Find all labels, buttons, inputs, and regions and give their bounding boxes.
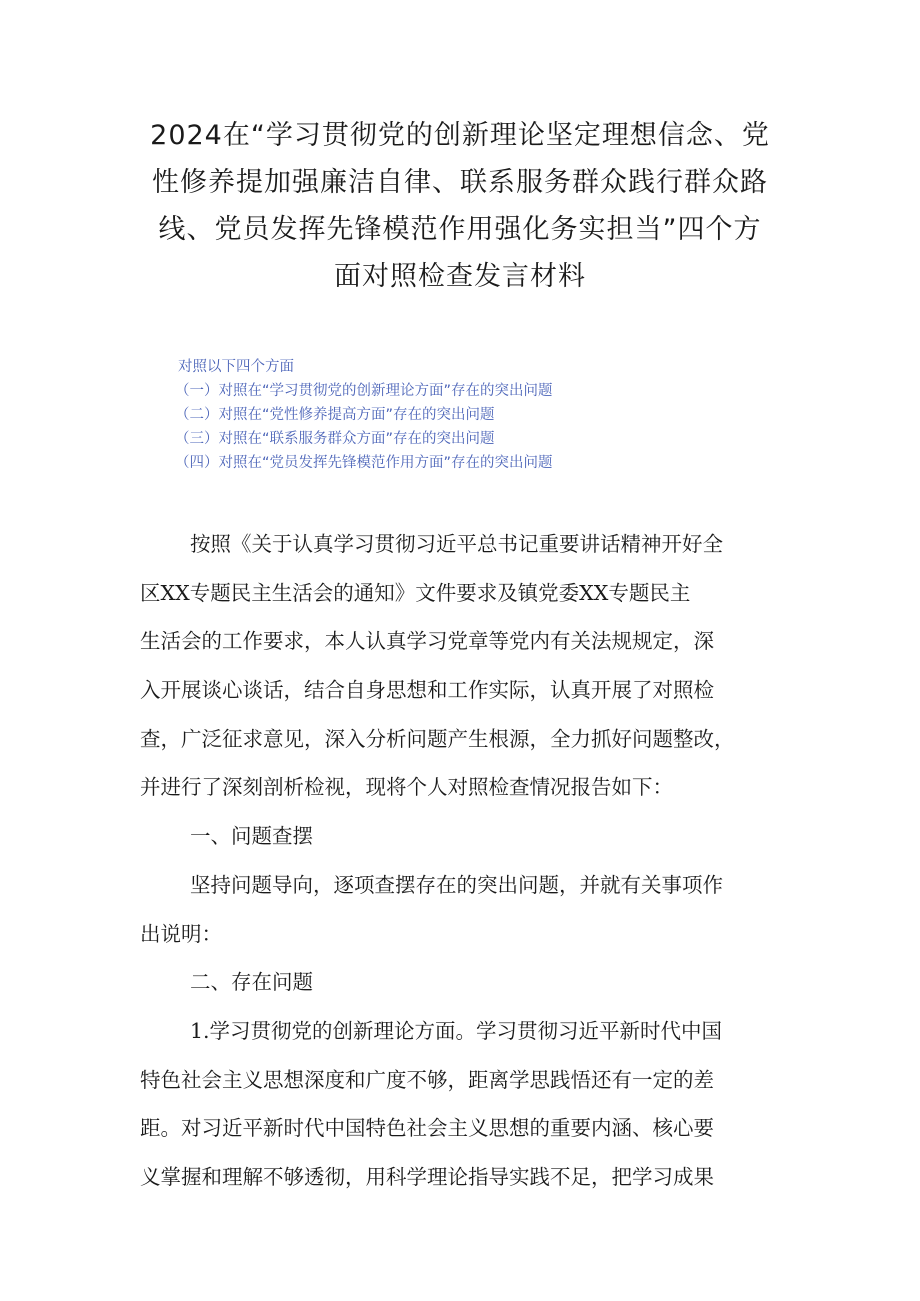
paragraph-line: 坚持问题导向，逐项查摆存在的突出问题，并就有关事项作 xyxy=(190,872,723,897)
title-line: 2024在“学习贯彻党的创新理论坚定理想信念、党 xyxy=(150,120,770,151)
body-text xyxy=(140,520,792,1202)
title-line: 线、党员发挥先锋模范作用强化务实担当”四个方 xyxy=(158,214,762,245)
paragraph-line: 入开展谈心谈话，结合自身思想和工作实际，认真开展了对照检 xyxy=(140,678,714,703)
toc-link[interactable]: （四）对照在“党员发挥先锋模范作用方面”存在的突出问题 xyxy=(175,455,553,471)
paragraph-line: 1.学习贯彻党的创新理论方面。学习贯彻习近平新时代中国 xyxy=(190,1018,723,1043)
document-title xyxy=(140,112,780,300)
paragraph-line: 并进行了深刻剖析检视，现将个人对照检查情况报告如下： xyxy=(140,775,673,800)
paragraph-line: 按照《关于认真学习贯彻习近平总书记重要讲话精神开好全 xyxy=(190,532,723,556)
toc-link[interactable]: （三）对照在“联系服务群众方面”存在的突出问题 xyxy=(175,431,495,447)
paragraph-line: 查，广泛征求意见，深入分析问题产生根源，全力抓好问题整改， xyxy=(140,726,735,751)
table-of-contents xyxy=(175,355,553,475)
section-heading: 一、问题查摆 xyxy=(190,824,313,849)
toc-link[interactable]: （一）对照在“学习贯彻党的创新理论方面”存在的突出问题 xyxy=(175,383,553,399)
paragraph-line: 区XX专题民主生活会的通知》文件要求及镇党委XX专题民主 xyxy=(140,580,691,605)
paragraph-line: 特色社会主义思想深度和广度不够，距离学思践悟还有一定的差 xyxy=(140,1067,714,1092)
paragraph-line: 义掌握和理解不够透彻，用科学理论指导实践不足，把学习成果 xyxy=(140,1164,714,1189)
title-line: 性修养提加强廉洁自律、联系服务群众践行群众路 xyxy=(152,167,768,198)
toc-link[interactable]: （二）对照在“党性修养提高方面”存在的突出问题 xyxy=(175,407,495,423)
section-heading: 二、存在问题 xyxy=(190,970,313,995)
title-line: 面对照检查发言材料 xyxy=(334,261,586,292)
paragraph-line: 距。对习近平新时代中国特色社会主义思想的重要内涵、核心要 xyxy=(140,1116,714,1141)
paragraph-line: 生活会的工作要求，本人认真学习党章等党内有关法规规定，深 xyxy=(140,629,714,654)
paragraph-line: 出说明： xyxy=(140,921,222,946)
toc-heading: 对照以下四个方面 xyxy=(178,359,294,375)
